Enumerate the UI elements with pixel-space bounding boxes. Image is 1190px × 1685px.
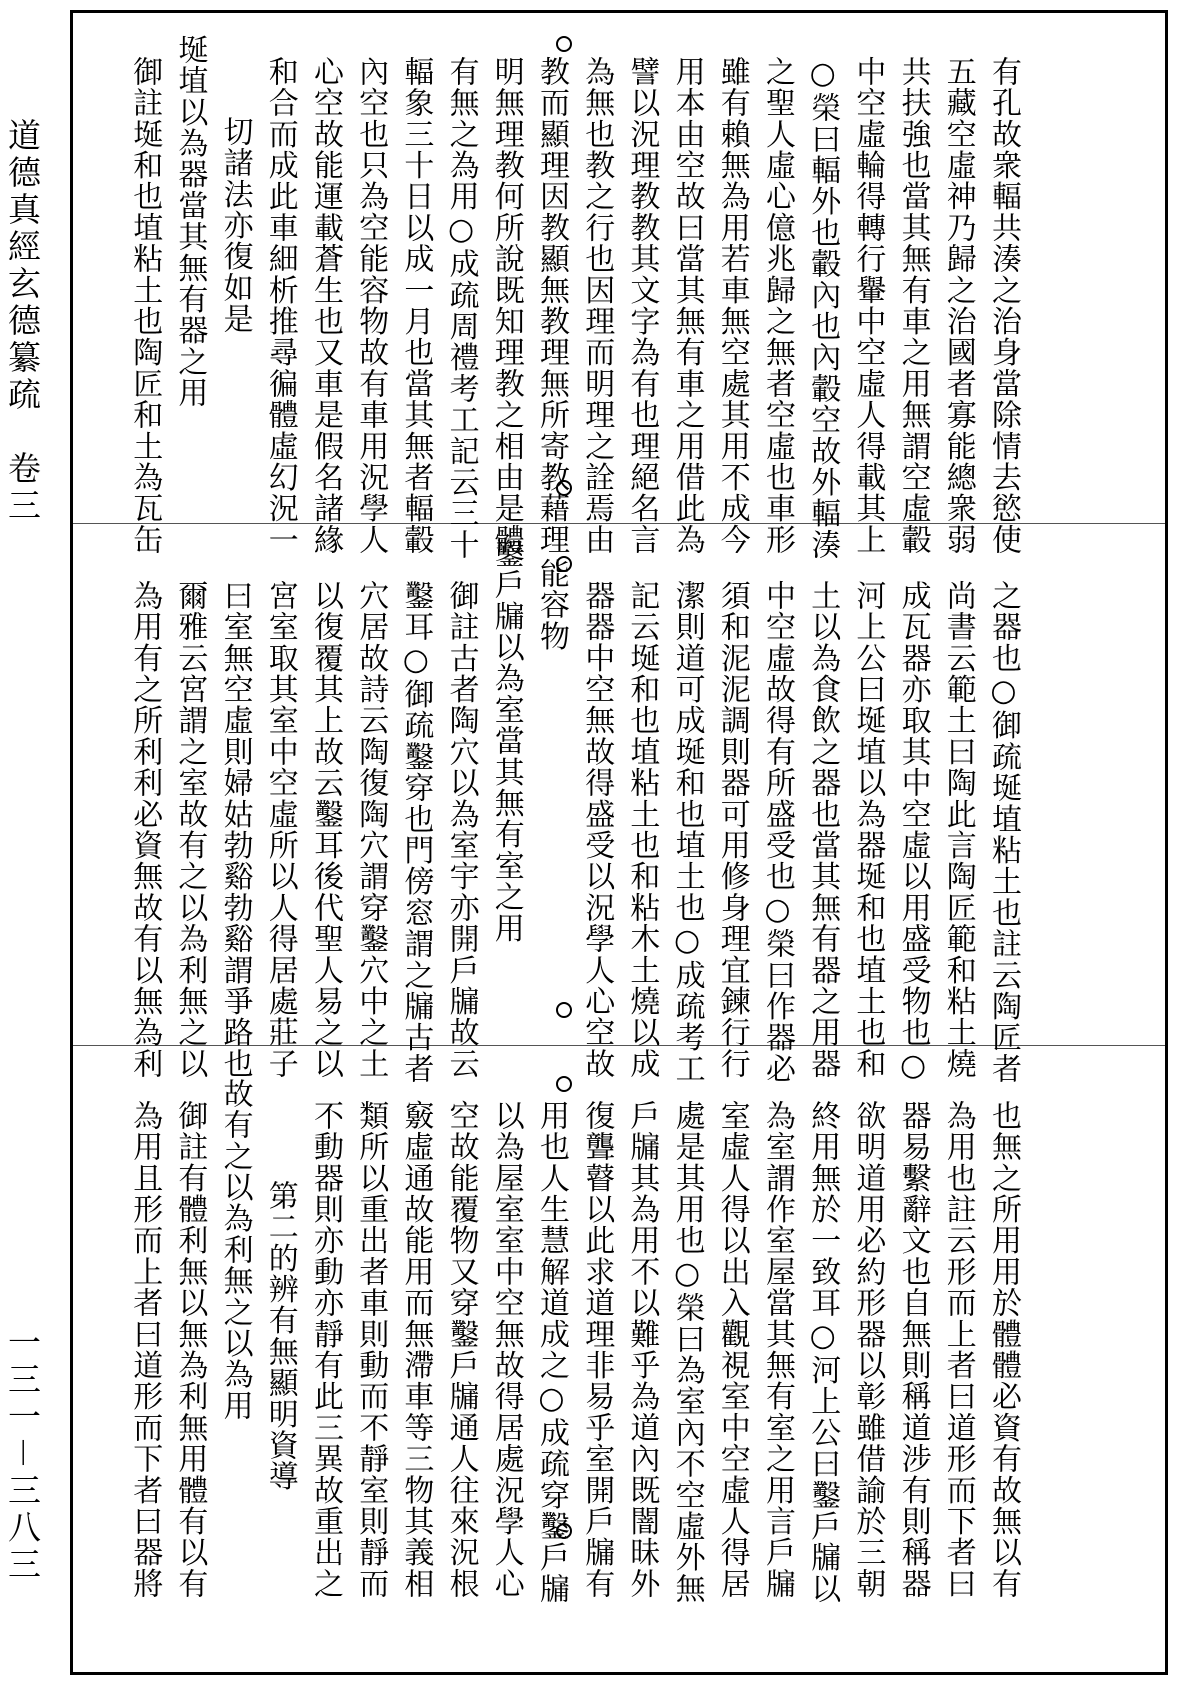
text-column: 中空虛輪得轉行轝中空虛人得載其上	[850, 56, 886, 556]
marker-circle	[556, 36, 572, 52]
marker-circle	[556, 480, 572, 496]
text-column: 心空故能運載蒼生也又車是假名諸緣	[308, 56, 343, 556]
text-column: 譬以況理教教其文字為有也理絕名言	[624, 56, 660, 556]
text-column: 故有之以為利無之以為用	[217, 1078, 253, 1422]
text-column: 有無之為用○成疏周禮考工記云三十	[443, 56, 479, 561]
marker-circle	[556, 556, 572, 572]
text-column: 處是其用也○榮曰為室內不空虛外無	[669, 1100, 705, 1605]
text-column: 潔則道可成埏和也埴土也○成疏考工	[669, 580, 705, 1085]
text-column: 御註古者陶穴以為室宇亦開戶牖故云	[443, 580, 479, 1080]
text-column: 為用也註云形而上者曰道形而下者曰	[940, 1100, 976, 1600]
text-column: 鑿耳○御疏鑿穿也門傍窓謂之牖古者	[398, 580, 434, 1085]
text-column: 器易繫辭文也自無則稱道涉有則稱器	[895, 1100, 931, 1600]
text-column: 用也人生慧解道成之○成疏穿鑿戶牖	[534, 1100, 569, 1605]
text-column: 空故能覆物又穿鑿戶牖通人往來況根	[443, 1100, 479, 1600]
text-column: 埏埴以為器當其無有器之用	[172, 34, 208, 409]
text-column: 也無之所用用於體體必資有故無以有	[986, 1100, 1021, 1600]
text-column: 輻象三十日以成一月也當其無者輻轂	[398, 56, 434, 556]
text-column: 河上公曰埏埴以為器埏和也埴土也和	[850, 580, 886, 1080]
text-column: 五藏空虛神乃歸之治國者寡能總衆弱	[940, 56, 976, 556]
text-column: 曰室無空虛則婦姑勃谿勃谿謂爭路也	[217, 580, 253, 1080]
text-column: ○榮曰輻外也轂內也內轂空故外輻湊	[805, 56, 841, 561]
text-column: 不動器則亦動亦靜有此三異故重出之	[308, 1100, 343, 1600]
text-column: 欲明道用必約形器以彰雖借諭於三朝	[850, 1100, 886, 1600]
marker-circle	[556, 1523, 572, 1539]
text-column: 器器中空無故得盛受以況學人心空故	[579, 580, 615, 1080]
margin-page-number: 一三一－三八三	[3, 1325, 42, 1584]
text-column: 中空虛故得有所盛受也○榮曰作器必	[760, 580, 795, 1085]
text-column: 終用無於一致耳○河上公曰鑿戶牖以	[805, 1100, 841, 1605]
text-column: 和合而成此車細析推尋徧體虛幻況一	[262, 56, 298, 556]
text-column: 為用且形而上者曰道形而下者曰器將	[127, 1100, 163, 1600]
text-column: 為無也教之行也因理而明理之詮焉由	[579, 56, 615, 556]
marker-circle	[556, 1076, 572, 1092]
text-column: 類所以重出者車則動而不靜室則靜而	[353, 1100, 389, 1600]
text-column: 竅虛通故能用而無滯車等三物其義相	[398, 1100, 434, 1600]
text-column: 御註埏和也埴粘土也陶匠和土為瓦缶	[127, 56, 163, 556]
text-column: 能容物	[534, 558, 569, 652]
text-column: 尚書云範土曰陶此言陶匠範和粘土燒	[940, 580, 976, 1080]
text-column: 宮室取其室中空虛所以人得居處莊子	[262, 580, 298, 1080]
text-column: 以為屋室室中空無故得居處況學人心	[488, 1100, 524, 1600]
text-column: 穴居故詩云陶復陶穴謂穿鑿穴中之土	[353, 580, 389, 1080]
text-column: 以復覆其上故云鑿耳後代聖人易之以	[308, 580, 343, 1080]
text-column: 御註有體利無以無為利無用體有以有	[172, 1100, 208, 1600]
text-column: 明無理教何所說既知理教之相由是體	[488, 56, 524, 556]
text-column: 用本由空故曰當其無有車之用借此為	[669, 56, 705, 556]
text-column: 土以為食飲之器也當其無有器之用器	[805, 580, 841, 1080]
margin-title: 道德真經玄德纂疏 卷三	[3, 118, 42, 525]
text-column: 之器也○御疏埏埴粘土也註云陶匠者	[986, 580, 1021, 1085]
text-column: 切諸法亦復如是	[217, 116, 253, 335]
text-column: 爾雅云宮謂之室故有之以為利無之以	[172, 580, 208, 1080]
text-column: 須和泥泥調則器可用修身理宜鍊行行	[714, 580, 750, 1080]
text-column: 內空也只為空能容物故有車用況學人	[353, 56, 389, 556]
text-column: 第二的辨有無顯明資導	[262, 1180, 298, 1492]
text-column: 為室謂作室屋當其無有室之用言戶牖	[760, 1100, 795, 1600]
text-column: 記云埏和也埴粘土也和粘木土燒以成	[624, 580, 660, 1080]
text-column: 成瓦器亦取其中空虛以用盛受物也○	[895, 580, 931, 1085]
text-column: 之聖人虛心億兆歸之無者空虛也車形	[760, 56, 795, 556]
text-column: 有孔故衆輻共湊之治身當除情去慾使	[986, 56, 1021, 556]
text-column: 室虛人得以出入觀視室中空虛人得居	[714, 1100, 750, 1600]
text-column: 戶牖其為用不以難乎為道內既闇昧外	[624, 1100, 660, 1600]
text-column: 為用有之所利利必資無故有以無為利	[127, 580, 163, 1080]
text-column: 教而顯理因教顯無教理無所寄教藉理	[534, 56, 569, 556]
text-column: 復聾瞽以此求道理非易乎室開戶牖有	[579, 1100, 615, 1600]
text-column: 共扶強也當其無有車之用無謂空虛轂	[895, 56, 931, 556]
text-column: 鑿戶牖以為室當其無有室之用	[488, 538, 524, 944]
marker-circle	[556, 1002, 572, 1018]
text-column: 雖有賴無為用若車無空處其用不成今	[714, 56, 750, 556]
